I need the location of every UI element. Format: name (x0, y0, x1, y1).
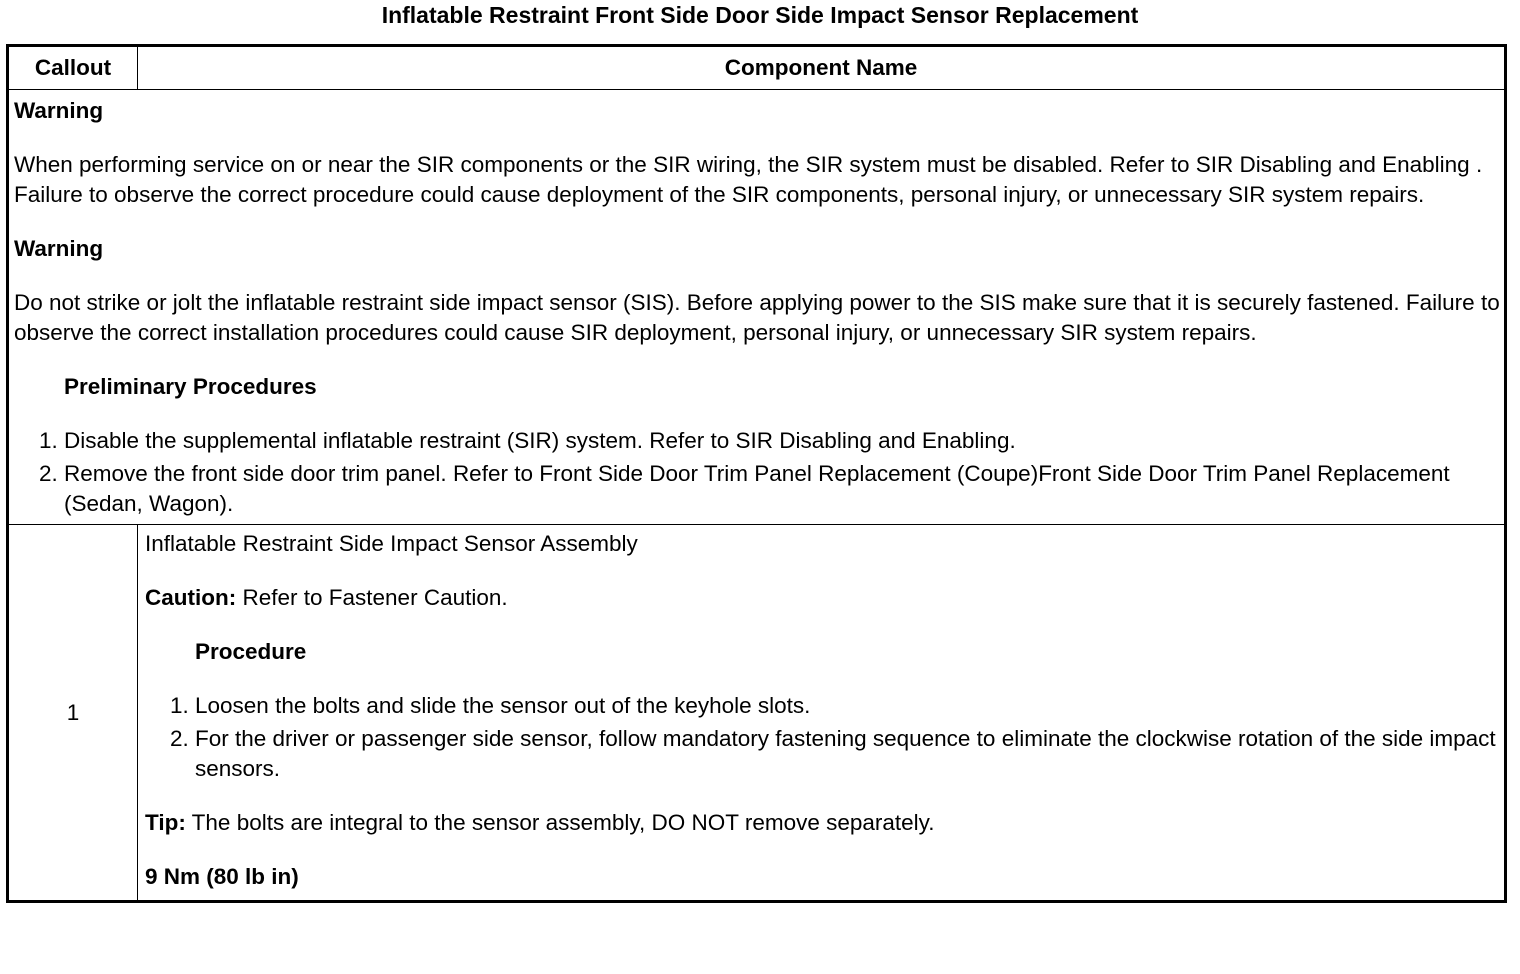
caution-text: Refer to Fastener Caution. (236, 585, 508, 610)
component-detail-cell (138, 525, 1506, 902)
component-name: Inflatable Restraint Side Impact Sensor Assembly (145, 531, 638, 556)
caution-label: Caution: (145, 585, 237, 610)
list-item: 2. Remove the front side door trim panel. Refer to Front Side Door Trim Panel Replacement (Coupe)Front Side Door Trim Panel Replacement (Sedan, Wagon). (64, 459, 1500, 519)
tip-text: The bolts are integral to the sensor assembly, DO NOT remove separately. (185, 810, 935, 835)
procedure-table (6, 44, 1507, 903)
callout-column-header: Callout (8, 46, 138, 90)
intro-cell (8, 90, 1506, 525)
warning-text: When performing service on or near the SIR components or the SIR wiring, the SIR system must be disabled. Refer to SIR Disabling and Enabling . Failure to observe the correct procedure could cause deployment of the SIR components, personal injury, or unnecessary SIR system repairs. (14, 152, 1483, 207)
tip-label: Tip: (145, 810, 186, 835)
tip-note (145, 808, 1500, 838)
component-column-header: Component Name (138, 46, 1506, 90)
warning-text: Do not strike or jolt the inflatable restraint side impact sensor (SIS). Before applying power to the SIS make sure that it is securely fastened. Failure to observe the correct installation procedures could cause SIR deployment, personal injury, or unnecessary SIR system repairs. (14, 290, 1500, 345)
table-header-row (8, 46, 1506, 90)
table-row (8, 525, 1506, 902)
torque-spec: 9 Nm (80 lb in) (145, 864, 299, 889)
intro-row (8, 90, 1506, 525)
procedure-heading: Procedure (195, 639, 307, 664)
warning-label: Warning (14, 98, 104, 123)
document-title: Inflatable Restraint Front Side Door Side Impact Sensor Replacement (381, 2, 1139, 28)
list-item: 2. For the driver or passenger side sensor, follow mandatory fastening sequence to eliminate the clockwise rotation of the side impact sensors. (195, 724, 1500, 784)
warning-label: Warning (14, 236, 104, 261)
procedure-steps-list (145, 691, 1500, 784)
preliminary-procedures-heading: Preliminary Procedures (64, 374, 317, 399)
list-item: 1. Loosen the bolts and slide the sensor out of the keyhole slots. (195, 691, 1500, 721)
caution-note (145, 583, 1500, 613)
preliminary-steps-list (14, 426, 1500, 519)
callout-number: 1 (8, 525, 138, 902)
list-item: 1. Disable the supplemental inflatable restraint (SIR) system. Refer to SIR Disabling and Enabling. (64, 426, 1500, 456)
